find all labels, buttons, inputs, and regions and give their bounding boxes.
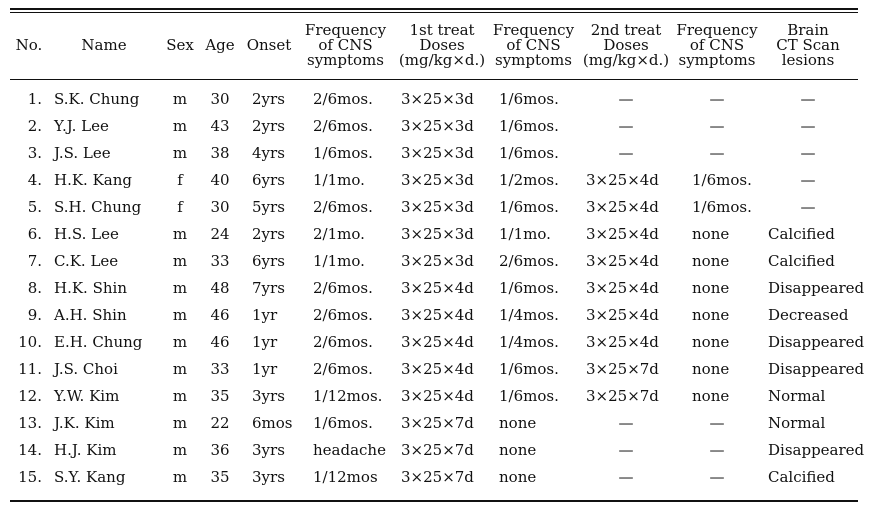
table-row	[10, 193, 858, 220]
cell-brain-ct-lesions: Disappeared	[768, 332, 865, 351]
header-row	[10, 15, 858, 75]
cell-no: 2.	[27, 116, 42, 135]
header-line: (mg/kg×d.)	[398, 50, 486, 69]
cell-sex: m	[172, 332, 188, 351]
table-top-rule	[10, 8, 858, 10]
cell-brain-ct-lesions: —	[800, 170, 816, 189]
cell-sex: m	[172, 386, 188, 405]
header-line: symptoms	[307, 50, 384, 69]
table-top-rule-thin	[10, 12, 858, 13]
cell-no: 11.	[18, 359, 42, 378]
cell-freq-cns-1: 2/6mos.	[313, 332, 373, 351]
cell-onset: 6yrs	[252, 170, 285, 189]
cell-no: 5.	[27, 197, 42, 216]
cell-onset: 2yrs	[252, 224, 285, 243]
table-row	[10, 409, 858, 436]
header-first-treat-doses	[393, 15, 491, 75]
cell-no: 6.	[27, 224, 42, 243]
cell-freq-cns-1: 2/6mos.	[313, 359, 373, 378]
cell-first-treat-doses: 3×25×4d	[401, 278, 474, 297]
header-freq-cns-3	[676, 15, 758, 75]
cell-no: 8.	[27, 278, 42, 297]
cell-second-treat-doses: 3×25×4d	[586, 332, 659, 351]
cell-name: C.K. Lee	[54, 251, 119, 270]
cell-freq-cns-1: 2/6mos.	[313, 89, 373, 108]
cell-name: S.H. Chung	[54, 197, 142, 216]
cell-brain-ct-lesions: Decreased	[768, 305, 849, 324]
table-body	[10, 75, 865, 490]
cell-sex: m	[172, 251, 188, 270]
cell-freq-cns-3: none	[692, 224, 730, 243]
cell-freq-cns-1: 1/1mo.	[313, 251, 365, 270]
cell-freq-cns-3: none	[692, 332, 730, 351]
cell-brain-ct-lesions: —	[800, 116, 816, 135]
cell-freq-cns-1: 2/6mos.	[313, 116, 373, 135]
header-line: Onset	[246, 35, 292, 54]
table-row	[10, 112, 858, 139]
cell-brain-ct-lesions: Calcified	[768, 251, 835, 270]
cell-brain-ct-lesions: —	[800, 89, 816, 108]
cell-first-treat-doses: 3×25×7d	[401, 413, 474, 432]
cell-onset: 2yrs	[252, 116, 285, 135]
cell-freq-cns-2: 1/6mos.	[499, 278, 559, 297]
table-header	[10, 15, 858, 75]
cell-freq-cns-2: 1/2mos.	[499, 170, 559, 189]
cell-name: S.Y. Kang	[54, 467, 126, 486]
cell-name: H.J. Kim	[54, 440, 117, 459]
cell-second-treat-doses: 3×25×4d	[586, 197, 659, 216]
cell-age: 22	[210, 413, 230, 432]
cell-freq-cns-2: 1/6mos.	[499, 116, 559, 135]
header-line: Doses	[603, 35, 649, 54]
cell-freq-cns-3: 1/6mos.	[692, 197, 752, 216]
header-second-treat-doses	[576, 15, 676, 75]
header-line: Frequency	[492, 20, 575, 39]
cell-onset: 1yr	[252, 359, 278, 378]
cell-brain-ct-lesions: Calcified	[768, 467, 835, 486]
cell-name: H.K. Shin	[54, 278, 127, 297]
cell-freq-cns-2: 1/4mos.	[499, 332, 559, 351]
cell-second-treat-doses: 3×25×4d	[586, 278, 659, 297]
header-line: Frequency	[676, 20, 758, 39]
cell-no: 1.	[27, 89, 42, 108]
cell-freq-cns-2: none	[499, 467, 537, 486]
cell-freq-cns-2: 1/4mos.	[499, 305, 559, 324]
cell-first-treat-doses: 3×25×4d	[401, 305, 474, 324]
cell-age: 36	[210, 440, 230, 459]
cell-name: S.K. Chung	[54, 89, 140, 108]
cell-onset: 1yr	[252, 305, 278, 324]
cell-no: 10.	[18, 332, 42, 351]
cell-brain-ct-lesions: Normal	[768, 413, 826, 432]
cell-first-treat-doses: 3×25×3d	[401, 224, 474, 243]
cell-age: 35	[210, 386, 230, 405]
cell-no: 4.	[27, 170, 42, 189]
cell-freq-cns-2: 1/6mos.	[499, 89, 559, 108]
cell-no: 13.	[18, 413, 42, 432]
header-line: 1st treat	[409, 20, 475, 39]
header-brain-ct-lesions	[758, 15, 858, 75]
cell-freq-cns-2: 2/6mos.	[499, 251, 559, 270]
cell-brain-ct-lesions: Disappeared	[768, 278, 865, 297]
cell-brain-ct-lesions: —	[800, 197, 816, 216]
cell-age: 46	[210, 305, 230, 324]
cell-first-treat-doses: 3×25×4d	[401, 359, 474, 378]
cell-freq-cns-1: 1/6mos.	[313, 413, 373, 432]
cell-second-treat-doses: —	[618, 143, 634, 162]
cell-first-treat-doses: 3×25×3d	[401, 116, 474, 135]
cell-onset: 6yrs	[252, 251, 285, 270]
cell-freq-cns-1: 1/1mo.	[313, 170, 365, 189]
cell-second-treat-doses: —	[618, 440, 634, 459]
cell-no: 3.	[27, 143, 42, 162]
cell-freq-cns-3: —	[709, 116, 725, 135]
cell-second-treat-doses: 3×25×4d	[586, 224, 659, 243]
table-row	[10, 355, 858, 382]
table-row	[10, 85, 858, 112]
cell-sex: m	[172, 440, 188, 459]
cell-freq-cns-3: none	[692, 278, 730, 297]
cell-no: 7.	[27, 251, 42, 270]
cell-age: 30	[210, 89, 230, 108]
cell-sex: m	[172, 467, 188, 486]
cell-first-treat-doses: 3×25×3d	[401, 89, 474, 108]
cell-age: 38	[210, 143, 230, 162]
cell-freq-cns-3: none	[692, 251, 730, 270]
table-row	[10, 382, 858, 409]
header-line: of CNS	[506, 35, 561, 54]
cell-sex: f	[177, 197, 183, 216]
cell-onset: 1yr	[252, 332, 278, 351]
cell-second-treat-doses: —	[618, 413, 634, 432]
cell-second-treat-doses: 3×25×4d	[586, 251, 659, 270]
cell-age: 30	[210, 197, 230, 216]
cell-age: 24	[210, 224, 230, 243]
cell-onset: 7yrs	[252, 278, 285, 297]
cell-freq-cns-2: none	[499, 440, 537, 459]
header-line: CT Scan	[776, 35, 840, 54]
cell-sex: m	[172, 224, 188, 243]
cell-first-treat-doses: 3×25×3d	[401, 251, 474, 270]
cell-freq-cns-1: 2/6mos.	[313, 278, 373, 297]
cell-first-treat-doses: 3×25×3d	[401, 170, 474, 189]
cell-freq-cns-1: 1/12mos	[313, 467, 378, 486]
cell-no: 14.	[18, 440, 42, 459]
cell-second-treat-doses: —	[618, 467, 634, 486]
cell-freq-cns-1: headache	[313, 440, 386, 459]
cell-freq-cns-1: 1/6mos.	[313, 143, 373, 162]
cell-second-treat-doses: 3×25×7d	[586, 386, 659, 405]
table-row	[10, 247, 858, 274]
cell-freq-cns-2: 1/6mos.	[499, 359, 559, 378]
cell-onset: 3yrs	[252, 386, 285, 405]
cell-freq-cns-3: none	[692, 386, 730, 405]
cell-first-treat-doses: 3×25×3d	[401, 197, 474, 216]
cell-freq-cns-3: —	[709, 143, 725, 162]
header-freq-cns-2	[491, 15, 576, 75]
cell-age: 43	[210, 116, 230, 135]
header-line: Brain	[787, 20, 829, 39]
cell-onset: 3yrs	[252, 440, 285, 459]
cell-onset: 5yrs	[252, 197, 285, 216]
header-no	[10, 15, 48, 75]
header-freq-cns-1	[298, 15, 393, 75]
table-bottom-rule	[10, 500, 858, 502]
cell-first-treat-doses: 3×25×4d	[401, 386, 474, 405]
table-row	[10, 463, 858, 490]
cell-first-treat-doses: 3×25×7d	[401, 440, 474, 459]
cell-sex: f	[177, 170, 183, 189]
cell-age: 35	[210, 467, 230, 486]
cell-freq-cns-2: 1/6mos.	[499, 143, 559, 162]
patient-table	[10, 15, 865, 490]
header-line: of CNS	[689, 35, 745, 54]
table-row	[10, 220, 858, 247]
cell-sex: m	[172, 359, 188, 378]
header-line: 2nd treat	[590, 20, 662, 39]
cell-sex: m	[172, 305, 188, 324]
cell-freq-cns-3: none	[692, 305, 730, 324]
cell-freq-cns-3: none	[692, 359, 730, 378]
cell-sex: m	[172, 278, 188, 297]
table-row	[10, 139, 858, 166]
header-sex	[160, 15, 200, 75]
cell-brain-ct-lesions: —	[800, 143, 816, 162]
cell-sex: m	[172, 116, 188, 135]
header-line: symptoms	[678, 50, 756, 69]
cell-name: A.H. Shin	[54, 305, 127, 324]
table-row	[10, 436, 858, 463]
header-line: (mg/kg×d.)	[582, 50, 670, 69]
cell-age: 33	[210, 359, 230, 378]
header-line: symptoms	[495, 50, 572, 69]
cell-name: Y.W. Kim	[54, 386, 120, 405]
header-onset	[240, 15, 298, 75]
cell-age: 40	[210, 170, 230, 189]
cell-age: 48	[210, 278, 230, 297]
header-line: Sex	[166, 35, 194, 54]
cell-onset: 2yrs	[252, 89, 285, 108]
cell-freq-cns-3: —	[709, 413, 725, 432]
cell-sex: m	[172, 89, 188, 108]
cell-name: J.S. Choi	[54, 359, 118, 378]
table-row	[10, 166, 858, 193]
cell-freq-cns-3: —	[709, 440, 725, 459]
cell-second-treat-doses: —	[618, 89, 634, 108]
header-line: lesions	[781, 50, 835, 69]
header-line: of CNS	[318, 35, 373, 54]
cell-name: H.S. Lee	[54, 224, 119, 243]
cell-first-treat-doses: 3×25×4d	[401, 332, 474, 351]
table-row	[10, 328, 858, 355]
cell-name: J.S. Lee	[54, 143, 111, 162]
cell-freq-cns-1: 1/12mos.	[313, 386, 383, 405]
cell-first-treat-doses: 3×25×7d	[401, 467, 474, 486]
cell-freq-cns-2: none	[499, 413, 537, 432]
cell-name: J.K. Kim	[54, 413, 115, 432]
table-row	[10, 274, 858, 301]
cell-freq-cns-1: 2/6mos.	[313, 197, 373, 216]
cell-no: 9.	[27, 305, 42, 324]
cell-freq-cns-3: —	[709, 467, 725, 486]
cell-age: 46	[210, 332, 230, 351]
header-line: No.	[15, 35, 43, 54]
cell-freq-cns-3: 1/6mos.	[692, 170, 752, 189]
header-age	[200, 15, 240, 75]
cell-brain-ct-lesions: Disappeared	[768, 359, 865, 378]
cell-freq-cns-1: 2/6mos.	[313, 305, 373, 324]
cell-age: 33	[210, 251, 230, 270]
cell-no: 15.	[18, 467, 42, 486]
header-line: Name	[81, 35, 127, 54]
cell-first-treat-doses: 3×25×3d	[401, 143, 474, 162]
cell-brain-ct-lesions: Disappeared	[768, 440, 865, 459]
cell-no: 12.	[18, 386, 42, 405]
cell-brain-ct-lesions: Calcified	[768, 224, 835, 243]
cell-name: H.K. Kang	[54, 170, 133, 189]
cell-second-treat-doses: 3×25×7d	[586, 359, 659, 378]
cell-freq-cns-1: 2/1mo.	[313, 224, 365, 243]
cell-onset: 3yrs	[252, 467, 285, 486]
header-line: Age	[205, 35, 235, 54]
cell-second-treat-doses: 3×25×4d	[586, 170, 659, 189]
cell-second-treat-doses: —	[618, 116, 634, 135]
cell-freq-cns-2: 1/6mos.	[499, 197, 559, 216]
cell-name: Y.J. Lee	[54, 116, 109, 135]
cell-sex: m	[172, 413, 188, 432]
header-line: Frequency	[304, 20, 387, 39]
cell-freq-cns-2: 1/6mos.	[499, 386, 559, 405]
cell-onset: 4yrs	[252, 143, 285, 162]
spacer-row	[10, 75, 858, 85]
cell-freq-cns-2: 1/1mo.	[499, 224, 551, 243]
cell-sex: m	[172, 143, 188, 162]
table-row	[10, 301, 858, 328]
header-name	[48, 15, 160, 75]
cell-freq-cns-3: —	[709, 89, 725, 108]
cell-brain-ct-lesions: Normal	[768, 386, 826, 405]
cell-name: E.H. Chung	[54, 332, 143, 351]
cell-onset: 6mos	[252, 413, 293, 432]
header-line: Doses	[419, 35, 465, 54]
cell-second-treat-doses: 3×25×4d	[586, 305, 659, 324]
